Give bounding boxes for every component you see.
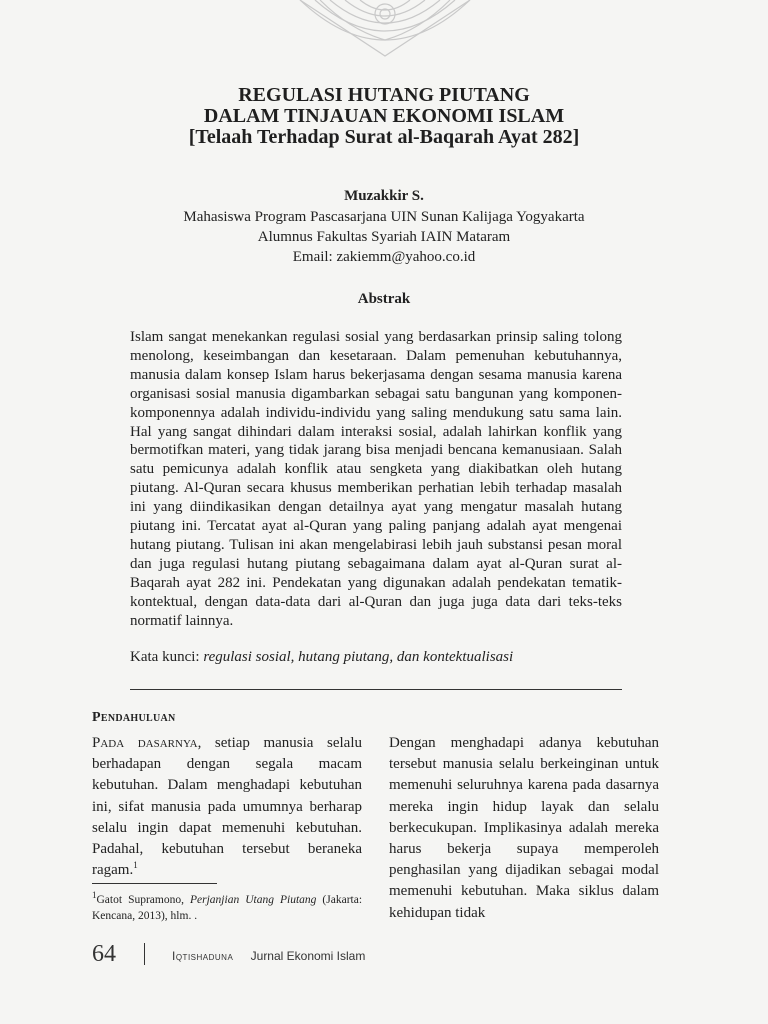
ornament-emblem [290,0,480,58]
footer-separator [144,943,145,965]
section-heading: Pendahuluan [92,710,176,725]
footnote-author: Gatot Supramono, [96,894,190,906]
author-affiliation-2: Alumnus Fakultas Syariah IAIN Mataram [257,229,511,245]
footnote-divider [92,883,217,884]
keywords [130,648,622,667]
body-column-right: Dengan menghadapi adanya kebutuhan tersebut manusia selalu berkeinginan untuk memenuhi seluruhnya karena pada dasarnya mereka ingin hidup layak dan selalu berkecukupan. Implikasinya adalah mereka harus bekerja supaya memperoleh penghasilan yang dijadikan sebagai modal memenuhi kebutuhan. Maka siklus dalam kehidupan tidak [389,735,659,921]
journal-name: Iqtishaduna [172,949,234,963]
footnote-marker: 1 [92,890,97,901]
paper-title-line-1: REGULASI HUTANG PIUTANG [238,84,530,106]
footnote-book-title: Perjanjian Utang Piutang [190,894,317,906]
author-email: Email: zakiemm@yahoo.co.id [292,249,476,265]
author-affiliation-1: Mahasiswa Program Pascasarjana UIN Sunan Kalijaga Yogyakarta [183,209,585,225]
left-column-text: setiap manusia selalu berhadapan dengan segala macam kebutuhan. Dalam menghadapi kebutuhan ini, sifat manusia pada umumnya berharap selalu ingin dapat memenuhi kebutuhan. Padahal, kebutuhan tersebut beraneka ragam. [92,735,362,879]
keywords-label: Kata kunci: [130,649,200,665]
journal-footer [172,949,365,963]
lead-in-text: Pada dasarnya, [92,735,202,751]
abstract-heading: Abstrak [357,291,411,307]
body-column-left [92,733,362,881]
page-number: 64 [92,941,116,967]
keywords-list: regulasi sosial, hutang piutang, dan kontektualisasi [203,649,514,665]
author-name: Muzakkir S. [344,188,424,204]
footnote-publication: (Jakarta: Kencana, 2013), hlm. . [92,894,363,922]
abstract-body: Islam sangat menekankan regulasi sosial yang berdasarkan prinsip saling tolong menolong, keseimbangan dan kesetaraan. Dalam pemenuhan kebutuhannya, manusia dalam konsep Islam harus bekerjasama dengan sesama manusia karena organisasi sosial manusia digambarkan sebagai satu bangunan yang komponen-komponennya adalah individu-individu yang saling mendukung satu sama lain. Hal yang sangat dihindari dalam interaksi sosial, adalah lahirkan konflik yang bermotifkan materi, yang tidak jarang bisa menjadi bencana kemanusiaan. Salah satu pemicunya adalah konflik atau sengketa yang diakibatkan oleh hutang piutang. Al-Quran secara khusus memberikan perhatian lebih terhadap masalah ini yang diindikasikan dengan detailnya ayat yang mengatur masalah hutang piutang ini. Tercatat ayat al-Quran yang paling panjang adalah ayat mengenai hutang piutang. Tulisan ini akan mengelabirasi lebih jauh substansi pesan moral dan juga regulasi hutang piutang sebagaimana dalam ayat al-Quran surat al-Baqarah ayat 282 ini. Pendekatan yang digunakan adalah pendekatan tematik-kontektual, dengan data-data dari al-Quran dan juga juga data dari teks-teks normatif lainnya. [130,329,622,629]
journal-subtitle: Jurnal Ekonomi Islam [250,949,366,963]
footnote-reference: 1 [133,860,138,871]
paper-subtitle: [Telaah Terhadap Surat al-Baqarah Ayat 282] [188,126,580,148]
paper-title-line-2: DALAM TINJAUAN EKONOMI ISLAM [203,105,565,127]
footnote [92,890,363,924]
abstract-divider [130,689,622,690]
